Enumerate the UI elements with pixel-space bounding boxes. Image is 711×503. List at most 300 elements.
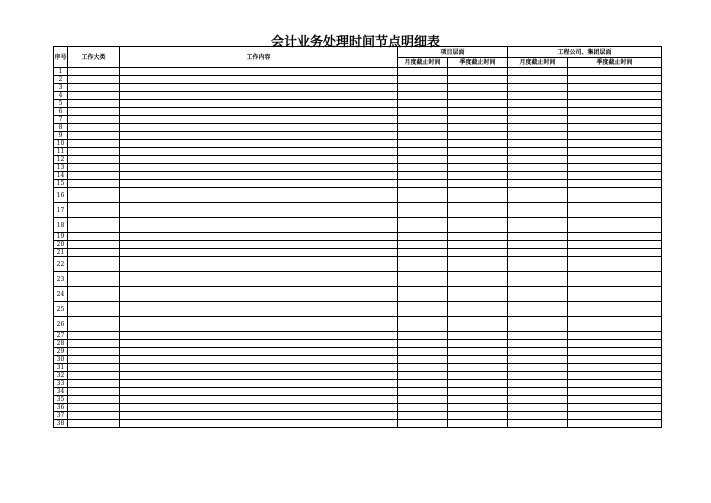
row-company-quarterly (568, 84, 662, 92)
row-seq: 10 (54, 140, 68, 148)
row-category (68, 92, 120, 100)
row-company-monthly (508, 233, 568, 241)
row-project-quarterly (448, 124, 508, 132)
row-project-monthly (398, 404, 448, 412)
row-seq: 28 (54, 340, 68, 348)
row-content (120, 420, 398, 428)
row-company-monthly (508, 272, 568, 287)
row-project-quarterly (448, 356, 508, 364)
page-title: 会计业务处理时间节点明细表 (270, 35, 440, 50)
row-company-monthly (508, 396, 568, 404)
row-company-quarterly (568, 257, 662, 272)
row-project-monthly (398, 241, 448, 249)
row-company-quarterly (568, 124, 662, 132)
row-seq: 36 (54, 404, 68, 412)
row-content (120, 218, 398, 233)
header-group-company: 工程公司、集团层面 (508, 47, 662, 58)
row-company-monthly (508, 84, 568, 92)
row-company-monthly (508, 420, 568, 428)
row-company-monthly (508, 172, 568, 180)
table-row (54, 124, 662, 132)
row-company-quarterly (568, 356, 662, 364)
row-content (120, 92, 398, 100)
table-row (54, 233, 662, 241)
table-row (54, 92, 662, 100)
row-content (120, 257, 398, 272)
row-company-monthly (508, 356, 568, 364)
row-project-monthly (398, 218, 448, 233)
row-project-quarterly (448, 164, 508, 172)
header-content: 工作内容 (120, 47, 398, 68)
row-category (68, 257, 120, 272)
row-seq: 13 (54, 164, 68, 172)
row-seq: 31 (54, 364, 68, 372)
row-project-quarterly (448, 332, 508, 340)
table-row (54, 172, 662, 180)
row-content (120, 116, 398, 124)
row-seq: 1 (54, 68, 68, 76)
row-company-quarterly (568, 388, 662, 396)
row-project-quarterly (448, 172, 508, 180)
row-company-monthly (508, 180, 568, 188)
row-project-monthly (398, 348, 448, 356)
row-seq: 24 (54, 287, 68, 302)
table-row (54, 218, 662, 233)
row-company-quarterly (568, 348, 662, 356)
row-company-monthly (508, 317, 568, 332)
row-category (68, 116, 120, 124)
row-company-quarterly (568, 116, 662, 124)
row-company-quarterly (568, 68, 662, 76)
row-company-monthly (508, 332, 568, 340)
row-project-quarterly (448, 348, 508, 356)
row-seq: 21 (54, 249, 68, 257)
row-category (68, 340, 120, 348)
row-project-monthly (398, 356, 448, 364)
row-project-monthly (398, 108, 448, 116)
row-project-quarterly (448, 257, 508, 272)
row-category (68, 302, 120, 317)
row-project-monthly (398, 364, 448, 372)
row-project-monthly (398, 412, 448, 420)
table-row (54, 404, 662, 412)
row-company-quarterly (568, 412, 662, 420)
row-company-monthly (508, 140, 568, 148)
row-category (68, 132, 120, 140)
row-project-quarterly (448, 68, 508, 76)
row-company-monthly (508, 241, 568, 249)
row-category (68, 272, 120, 287)
row-company-quarterly (568, 203, 662, 218)
row-category (68, 380, 120, 388)
row-seq: 9 (54, 132, 68, 140)
header-project-monthly: 月度截止时间 (398, 58, 448, 68)
table-row (54, 156, 662, 164)
table-row (54, 356, 662, 364)
row-project-monthly (398, 396, 448, 404)
row-content (120, 404, 398, 412)
row-seq: 37 (54, 412, 68, 420)
row-content (120, 412, 398, 420)
table-row (54, 108, 662, 116)
row-company-monthly (508, 249, 568, 257)
row-content (120, 372, 398, 380)
row-project-monthly (398, 100, 448, 108)
row-company-monthly (508, 188, 568, 203)
row-project-monthly (398, 140, 448, 148)
row-category (68, 68, 120, 76)
row-company-quarterly (568, 364, 662, 372)
row-project-quarterly (448, 412, 508, 420)
row-content (120, 348, 398, 356)
row-category (68, 332, 120, 340)
row-company-monthly (508, 76, 568, 84)
row-project-monthly (398, 233, 448, 241)
row-project-quarterly (448, 272, 508, 287)
row-content (120, 172, 398, 180)
row-company-monthly (508, 164, 568, 172)
row-category (68, 364, 120, 372)
row-company-quarterly (568, 404, 662, 412)
table-row (54, 203, 662, 218)
row-project-quarterly (448, 249, 508, 257)
row-project-monthly (398, 340, 448, 348)
table-row (54, 372, 662, 380)
row-seq: 4 (54, 92, 68, 100)
table-row (54, 332, 662, 340)
row-content (120, 380, 398, 388)
row-company-quarterly (568, 140, 662, 148)
row-company-monthly (508, 156, 568, 164)
row-category (68, 188, 120, 203)
row-project-monthly (398, 203, 448, 218)
row-project-quarterly (448, 203, 508, 218)
row-content (120, 272, 398, 287)
row-seq: 8 (54, 124, 68, 132)
row-content (120, 68, 398, 76)
row-project-monthly (398, 380, 448, 388)
header-category: 工作大类 (68, 47, 120, 68)
row-company-monthly (508, 218, 568, 233)
row-company-monthly (508, 92, 568, 100)
row-content (120, 108, 398, 116)
row-project-quarterly (448, 388, 508, 396)
row-seq: 17 (54, 203, 68, 218)
row-company-quarterly (568, 218, 662, 233)
row-company-quarterly (568, 172, 662, 180)
row-project-monthly (398, 188, 448, 203)
row-project-quarterly (448, 302, 508, 317)
row-category (68, 249, 120, 257)
row-project-quarterly (448, 116, 508, 124)
row-category (68, 233, 120, 241)
row-project-monthly (398, 302, 448, 317)
row-company-monthly (508, 203, 568, 218)
row-seq: 12 (54, 156, 68, 164)
row-category (68, 396, 120, 404)
row-project-monthly (398, 164, 448, 172)
row-project-quarterly (448, 140, 508, 148)
row-content (120, 233, 398, 241)
row-project-monthly (398, 257, 448, 272)
row-company-monthly (508, 287, 568, 302)
row-category (68, 218, 120, 233)
row-company-quarterly (568, 317, 662, 332)
table-row (54, 420, 662, 428)
row-project-quarterly (448, 108, 508, 116)
table-row (54, 148, 662, 156)
row-company-quarterly (568, 233, 662, 241)
row-company-monthly (508, 132, 568, 140)
row-company-quarterly (568, 164, 662, 172)
row-project-quarterly (448, 188, 508, 203)
row-content (120, 317, 398, 332)
row-company-quarterly (568, 340, 662, 348)
row-seq: 7 (54, 116, 68, 124)
row-project-monthly (398, 249, 448, 257)
table-row (54, 100, 662, 108)
row-project-quarterly (448, 380, 508, 388)
row-category (68, 124, 120, 132)
row-company-monthly (508, 348, 568, 356)
row-category (68, 76, 120, 84)
row-company-monthly (508, 340, 568, 348)
row-seq: 20 (54, 241, 68, 249)
row-project-quarterly (448, 317, 508, 332)
row-company-quarterly (568, 92, 662, 100)
table-row (54, 116, 662, 124)
table-row (54, 412, 662, 420)
row-project-monthly (398, 317, 448, 332)
row-company-monthly (508, 257, 568, 272)
row-category (68, 164, 120, 172)
row-content (120, 356, 398, 364)
time-node-table (53, 46, 662, 428)
row-category (68, 287, 120, 302)
table-row (54, 380, 662, 388)
row-category (68, 317, 120, 332)
row-content (120, 249, 398, 257)
row-seq: 5 (54, 100, 68, 108)
row-project-quarterly (448, 148, 508, 156)
row-project-quarterly (448, 372, 508, 380)
table-row (54, 340, 662, 348)
row-project-quarterly (448, 420, 508, 428)
row-category (68, 156, 120, 164)
table-row (54, 348, 662, 356)
row-project-monthly (398, 116, 448, 124)
row-project-quarterly (448, 92, 508, 100)
row-project-quarterly (448, 132, 508, 140)
table-row (54, 68, 662, 76)
row-project-monthly (398, 84, 448, 92)
table-row (54, 188, 662, 203)
row-category (68, 356, 120, 364)
row-content (120, 132, 398, 140)
row-project-quarterly (448, 156, 508, 164)
row-seq: 14 (54, 172, 68, 180)
row-project-monthly (398, 332, 448, 340)
row-content (120, 340, 398, 348)
row-company-quarterly (568, 76, 662, 84)
row-seq: 34 (54, 388, 68, 396)
row-project-quarterly (448, 364, 508, 372)
header-project-quarterly: 季度截止时间 (448, 58, 508, 68)
row-seq: 23 (54, 272, 68, 287)
row-seq: 22 (54, 257, 68, 272)
row-company-monthly (508, 380, 568, 388)
row-seq: 16 (54, 188, 68, 203)
row-project-monthly (398, 156, 448, 164)
table-row (54, 317, 662, 332)
row-content (120, 148, 398, 156)
row-company-monthly (508, 124, 568, 132)
row-project-monthly (398, 92, 448, 100)
row-content (120, 76, 398, 84)
row-category (68, 100, 120, 108)
row-project-monthly (398, 132, 448, 140)
table-row (54, 76, 662, 84)
row-project-monthly (398, 76, 448, 84)
row-seq: 38 (54, 420, 68, 428)
row-category (68, 180, 120, 188)
table-row (54, 241, 662, 249)
row-company-monthly (508, 100, 568, 108)
row-category (68, 172, 120, 180)
row-company-quarterly (568, 132, 662, 140)
table-row (54, 388, 662, 396)
row-seq: 15 (54, 180, 68, 188)
table-row (54, 180, 662, 188)
row-content (120, 156, 398, 164)
row-company-quarterly (568, 272, 662, 287)
row-content (120, 84, 398, 92)
row-project-quarterly (448, 76, 508, 84)
row-content (120, 388, 398, 396)
row-company-quarterly (568, 287, 662, 302)
row-company-quarterly (568, 100, 662, 108)
row-project-monthly (398, 172, 448, 180)
row-company-quarterly (568, 380, 662, 388)
row-company-quarterly (568, 180, 662, 188)
row-company-quarterly (568, 332, 662, 340)
row-company-monthly (508, 302, 568, 317)
row-company-monthly (508, 68, 568, 76)
row-content (120, 287, 398, 302)
row-category (68, 241, 120, 249)
row-seq: 18 (54, 218, 68, 233)
row-content (120, 302, 398, 317)
row-company-quarterly (568, 372, 662, 380)
row-company-quarterly (568, 249, 662, 257)
table-row (54, 132, 662, 140)
row-content (120, 124, 398, 132)
row-company-quarterly (568, 108, 662, 116)
header-company-quarterly: 季度截止时间 (568, 58, 662, 68)
row-content (120, 180, 398, 188)
row-content (120, 140, 398, 148)
row-project-quarterly (448, 287, 508, 302)
header-group-project: 项目层面 (398, 47, 508, 58)
header-seq: 序号 (54, 47, 68, 68)
row-category (68, 140, 120, 148)
row-project-monthly (398, 388, 448, 396)
table-row (54, 84, 662, 92)
row-category (68, 84, 120, 92)
header-company-monthly: 月度截止时间 (508, 58, 568, 68)
row-content (120, 241, 398, 249)
row-project-quarterly (448, 340, 508, 348)
row-project-quarterly (448, 233, 508, 241)
row-company-monthly (508, 148, 568, 156)
row-company-quarterly (568, 156, 662, 164)
row-content (120, 100, 398, 108)
row-content (120, 164, 398, 172)
row-seq: 26 (54, 317, 68, 332)
row-category (68, 388, 120, 396)
row-company-monthly (508, 364, 568, 372)
row-category (68, 404, 120, 412)
row-company-monthly (508, 404, 568, 412)
row-seq: 3 (54, 84, 68, 92)
row-seq: 2 (54, 76, 68, 84)
row-project-monthly (398, 287, 448, 302)
table-row (54, 272, 662, 287)
row-project-quarterly (448, 84, 508, 92)
row-company-quarterly (568, 188, 662, 203)
row-category (68, 148, 120, 156)
row-content (120, 396, 398, 404)
row-project-quarterly (448, 180, 508, 188)
table-row (54, 396, 662, 404)
row-category (68, 203, 120, 218)
row-project-quarterly (448, 396, 508, 404)
table-row (54, 364, 662, 372)
row-seq: 30 (54, 356, 68, 364)
table-row (54, 257, 662, 272)
row-company-quarterly (568, 396, 662, 404)
row-seq: 29 (54, 348, 68, 356)
row-project-monthly (398, 124, 448, 132)
row-project-quarterly (448, 218, 508, 233)
table-row (54, 164, 662, 172)
row-company-monthly (508, 116, 568, 124)
row-company-monthly (508, 388, 568, 396)
row-category (68, 412, 120, 420)
row-project-quarterly (448, 404, 508, 412)
row-seq: 19 (54, 233, 68, 241)
row-seq: 35 (54, 396, 68, 404)
table-row (54, 140, 662, 148)
row-category (68, 108, 120, 116)
row-category (68, 420, 120, 428)
row-project-monthly (398, 420, 448, 428)
row-project-monthly (398, 372, 448, 380)
row-content (120, 203, 398, 218)
table-row (54, 302, 662, 317)
row-company-quarterly (568, 302, 662, 317)
row-seq: 27 (54, 332, 68, 340)
row-seq: 6 (54, 108, 68, 116)
row-project-quarterly (448, 241, 508, 249)
table-row (54, 287, 662, 302)
row-seq: 25 (54, 302, 68, 317)
row-category (68, 372, 120, 380)
row-project-monthly (398, 272, 448, 287)
row-project-quarterly (448, 100, 508, 108)
table-row (54, 249, 662, 257)
row-project-monthly (398, 148, 448, 156)
